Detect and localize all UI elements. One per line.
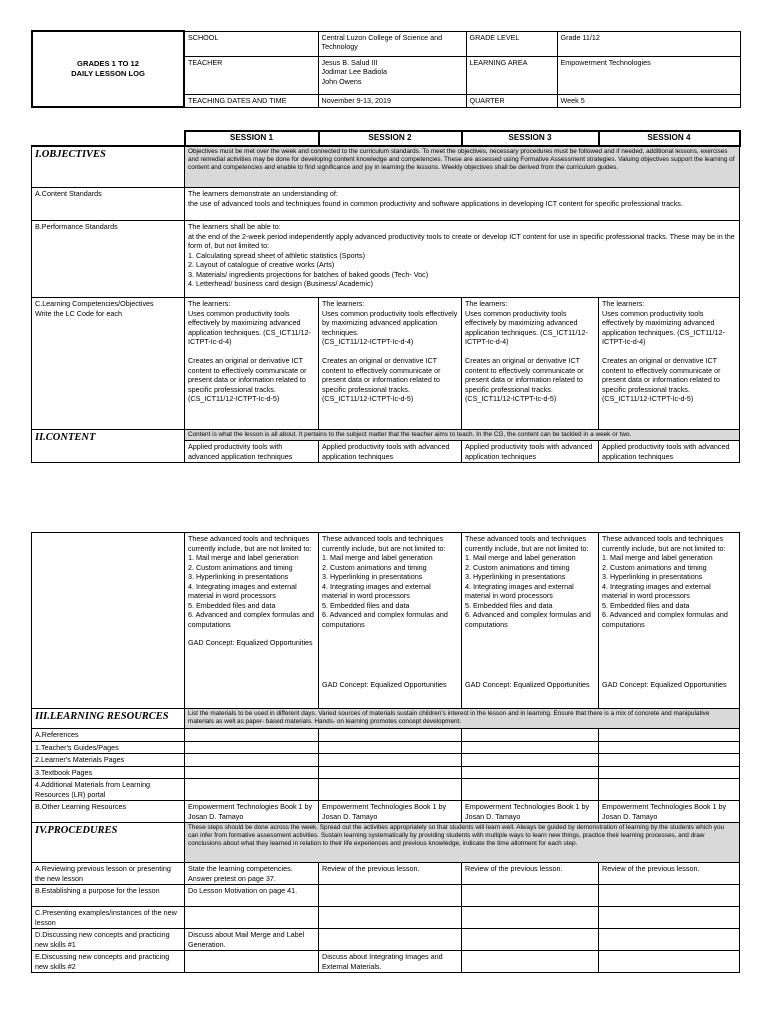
textbook-s1	[185, 766, 319, 779]
procedures-heading: IV.PROCEDURES	[32, 823, 185, 863]
other-resources-session-4: Empowerment Technologies Book 1 by Josan D. Tamayo	[599, 801, 740, 823]
learning-resources-note: List the materials to be used in different days. Varied sources of materials sustain children's interest in the lesson and in learning. Ensure that there is a mix of concrete and manipulative materials as well as paper- based materials. Hands- on learning promotes concept development.	[185, 709, 740, 729]
references-s1	[185, 729, 319, 742]
log-title-line2: DAILY LESSON LOG	[71, 69, 145, 78]
teacher-value: Jesus B. Salud III Jodimar Lee Badiola John Owens	[318, 56, 466, 94]
content-topic-session-4: Applied productivity tools with advanced application techniques	[599, 441, 740, 463]
tools-list-session-1: These advanced tools and techniques currently include, but are not limited to: 1. Mail merge and label generation 2. Custom animations and timing 3. Hyperlinking in presentations 4. Integrating images and external material in word processors 5. Embedded files and data 6. Advanced and complex formulas and computations	[188, 534, 314, 629]
procedure-e-s1	[185, 951, 319, 973]
objectives-note: Objectives must be met over the week and connected to the curriculum standards. To meet the objectives, necessary procedures must be followed and if needed, additional lessons, exercises and remedial activities may be done for developing content knowledge and competencies. These are assessed using Formative Assessment strategies. Valuing objectives support the learning of content and competencies and enable to find significance and joy in learning the lessons. Weekly objectives shall be derived from the curriculum guides.	[185, 146, 740, 188]
tools-session-2	[319, 533, 462, 709]
dates-label: TEACHING DATES AND TIME	[184, 94, 318, 107]
procedure-a-session-2: Review of the previous lesson.	[319, 863, 462, 885]
learning-resources-heading: III.LEARNING RESOURCES	[32, 709, 185, 729]
content-standards-label: A.Content Standards	[32, 188, 185, 221]
teacher-label: TEACHER	[184, 56, 318, 94]
procedure-b-s4	[599, 885, 740, 907]
learners-materials-s2	[319, 754, 462, 767]
content-standards-text: The learners demonstrate an understanding of: the use of advanced tools and techniques found in common productivity and software applications in developing ICT content for specific professional tracks.	[185, 188, 740, 221]
quarter-label: QUARTER	[466, 94, 557, 107]
grade-level-label: GRADE LEVEL	[466, 31, 557, 56]
procedure-e-s3	[462, 951, 599, 973]
additional-s2	[319, 779, 462, 801]
competencies-label: C.Learning Competencies/Objectives Write the LC Code for each	[32, 298, 185, 430]
references-s4	[599, 729, 740, 742]
textbook-s4	[599, 766, 740, 779]
procedure-e-label: E.Discussing new concepts and practicing new skills #2	[32, 951, 185, 973]
session-3-header: SESSION 3	[462, 131, 599, 146]
performance-standards-text: The learners shall be able to: at the end of the 2-week period independently apply advanced productivity tools to create or develop ICT content for use in specific professional tracks. These may be in the form of, but not limited to: 1. Calculating spread sheet of athletic statistics (Sports) 2. Layout of catalogue of creative works (Arts) 3. Materials/ ingredients projections for batches of baked goods (Tech- Voc) 4. Letterhead/ business card design (Business/ Academic)	[185, 221, 740, 298]
procedure-c-s2	[319, 907, 462, 929]
other-resources-session-1: Empowerment Technologies Book 1 by Josan D. Tamayo	[185, 801, 319, 823]
dates-value: November 9-13, 2019	[318, 94, 466, 107]
log-title	[32, 31, 184, 107]
tools-session-4	[599, 533, 740, 709]
procedure-b-s3	[462, 885, 599, 907]
references-label: A.References	[32, 729, 185, 742]
references-s3	[462, 729, 599, 742]
school-value: Central Luzon College of Science and Technology	[318, 31, 466, 56]
tools-list-session-4: These advanced tools and techniques currently include, but are not limited to: 1. Mail merge and label generation 2. Custom animations and timing 3. Hyperlinking in presentations 4. Integrating images and external material in word processors 5. Embedded files and data 6. Advanced and complex formulas and computations	[602, 534, 728, 629]
additional-s1	[185, 779, 319, 801]
teachers-guides-s1	[185, 741, 319, 754]
procedure-c-s4	[599, 907, 740, 929]
session-4-header: SESSION 4	[599, 131, 740, 146]
procedure-e-session-2: Discuss about Integrating Images and External Materials.	[319, 951, 462, 973]
textbook-pages-label: 3.Textbook Pages	[32, 766, 185, 779]
procedure-a-session-1: State the learning competencies. Answer pretest on page 37.	[185, 863, 319, 885]
school-label: SCHOOL	[184, 31, 318, 56]
session-header-blank	[32, 131, 185, 146]
procedure-a-session-4: Review of the previous lesson.	[599, 863, 740, 885]
procedures-note: These steps should be done across the week. Spread out the activities appropriately so that students will learn well. Always be guided by demonstration of learning by the students which you can infer from formative assessment activities. Sustain learning systematically by providing students with multiple ways to learn new things, practice their learning processes, and draw conclusions about what they learned in relation to their life experiences and previous knowledge, indicate the time allotment for each step.	[185, 823, 740, 863]
teachers-guides-label: 1.Teacher's Guides/Pages	[32, 741, 185, 754]
other-resources-label: B.Other Learning Resources	[32, 801, 185, 823]
competencies-session-1: The learners: Uses common productivity tools effectively by maximizing advanced application techniques. (CS_ICT11/12-ICTPT-Ic-d-4) Creates an original or derivative ICT content to effectively communicate or present data or information related to specific professional tracks. (CS_ICT11/12-ICTPT-Ic-d-5)	[185, 298, 319, 430]
quarter-value: Week 5	[557, 94, 740, 107]
learners-materials-s4	[599, 754, 740, 767]
content-heading: II.CONTENT	[32, 430, 185, 463]
procedure-d-label: D.Discussing new concepts and practicing new skills #1	[32, 929, 185, 951]
content-note: Content is what the lesson is all about. It pertains to the subject matter that the teacher aims to teach. In the CG, the content can be tackled in a week or two.	[185, 430, 740, 441]
procedure-a-label: A.Reviewing previous lesson or presenting the new lesson	[32, 863, 185, 885]
procedure-d-session-1: Discuss about Mail Merge and Label Generation.	[185, 929, 319, 951]
tools-session-1	[185, 533, 319, 709]
gad-concept-session-1: GAD Concept: Equalized Opportunities	[188, 638, 313, 647]
lesson-table-part1	[31, 130, 741, 463]
objectives-heading: I.OBJECTIVES	[32, 146, 185, 188]
learners-materials-s3	[462, 754, 599, 767]
learning-area-label: LEARNING AREA	[466, 56, 557, 94]
tools-blank-label	[32, 533, 185, 709]
procedure-b-session-1: Do Lesson Motivation on page 41.	[185, 885, 319, 907]
procedure-b-s2	[319, 885, 462, 907]
competencies-session-3: The learners: Uses common productivity tools effectively by maximizing advanced application techniques. (CS_ICT11/12-ICTPT-Ic-d-4) Creates an original or derivative ICT content to effectively communicate or present data or information related to specific professional tracks. (CS_ICT11/12-ICTPT-Ic-d-5)	[462, 298, 599, 430]
content-topic-session-1: Applied productivity tools with advanced application techniques	[185, 441, 319, 463]
other-resources-session-2: Empowerment Technologies Book 1 by Josan D. Tamayo	[319, 801, 462, 823]
content-topic-session-2: Applied productivity tools with advanced application techniques	[319, 441, 462, 463]
references-s2	[319, 729, 462, 742]
textbook-s2	[319, 766, 462, 779]
procedure-d-s4	[599, 929, 740, 951]
header-table	[31, 30, 741, 108]
procedure-c-s3	[462, 907, 599, 929]
lesson-table-part2	[31, 532, 740, 973]
other-resources-session-3: Empowerment Technologies Book 1 by Josan D. Tamayo	[462, 801, 599, 823]
gad-concept-session-2: GAD Concept: Equalized Opportunities	[322, 680, 447, 689]
grade-level-value: Grade 11/12	[557, 31, 740, 56]
procedure-c-s1	[185, 907, 319, 929]
gad-concept-session-4: GAD Concept: Equalized Opportunities	[602, 680, 727, 689]
performance-standards-label: B.Performance Standards	[32, 221, 185, 298]
additional-s3	[462, 779, 599, 801]
competencies-session-2: The learners: Uses common productivity tools effectively by maximizing advanced application techniques. (CS_ICT11/12-ICTPT-Ic-d-4) Creates an original or derivative ICT content to effectively communicate or present data or information related to specific professional tracks. (CS_ICT11/12-ICTPT-Ic-d-5)	[319, 298, 462, 430]
procedure-e-s4	[599, 951, 740, 973]
additional-s4	[599, 779, 740, 801]
procedure-b-label: B.Establishing a purpose for the lesson	[32, 885, 185, 907]
learners-materials-label: 2.Learner's Materials Pages	[32, 754, 185, 767]
tools-list-session-2: These advanced tools and techniques currently include, but are not limited to: 1. Mail merge and label generation 2. Custom animations and timing 3. Hyperlinking in presentations 4. Integrating images and external material in word processors 5. Embedded files and data 6. Advanced and complex formulas and computations	[322, 534, 448, 629]
procedure-c-label: C.Presenting examples/instances of the new lesson	[32, 907, 185, 929]
procedure-d-s2	[319, 929, 462, 951]
learners-materials-s1	[185, 754, 319, 767]
procedure-a-session-3: Review of the previous lesson.	[462, 863, 599, 885]
learning-area-value: Empowerment Technologies	[557, 56, 740, 94]
session-1-header: SESSION 1	[185, 131, 319, 146]
log-title-line1: GRADES 1 TO 12	[77, 58, 139, 68]
content-topic-session-3: Applied productivity tools with advanced application techniques	[462, 441, 599, 463]
competencies-session-4: The learners: Uses common productivity tools effectively by maximizing advanced application techniques. (CS_ICT11/12-ICTPT-Ic-d-4) Creates an original or derivative ICT content to effectively communicate or present data or information related to specific professional tracks. (CS_ICT11/12-ICTPT-Ic-d-5)	[599, 298, 740, 430]
textbook-s3	[462, 766, 599, 779]
tools-list-session-3: These advanced tools and techniques currently include, but are not limited to: 1. Mail merge and label generation 2. Custom animations and timing 3. Hyperlinking in presentations 4. Integrating images and external material in word processors 5. Embedded files and data 6. Advanced and complex formulas and computations	[465, 534, 591, 629]
additional-materials-label: 4.Additional Materials from Learning Resources (LR) portal	[32, 779, 185, 801]
gad-concept-session-3: GAD Concept: Equalized Opportunities	[465, 680, 590, 689]
teachers-guides-s4	[599, 741, 740, 754]
session-2-header: SESSION 2	[319, 131, 462, 146]
procedure-d-s3	[462, 929, 599, 951]
teachers-guides-s3	[462, 741, 599, 754]
tools-session-3	[462, 533, 599, 709]
teachers-guides-s2	[319, 741, 462, 754]
